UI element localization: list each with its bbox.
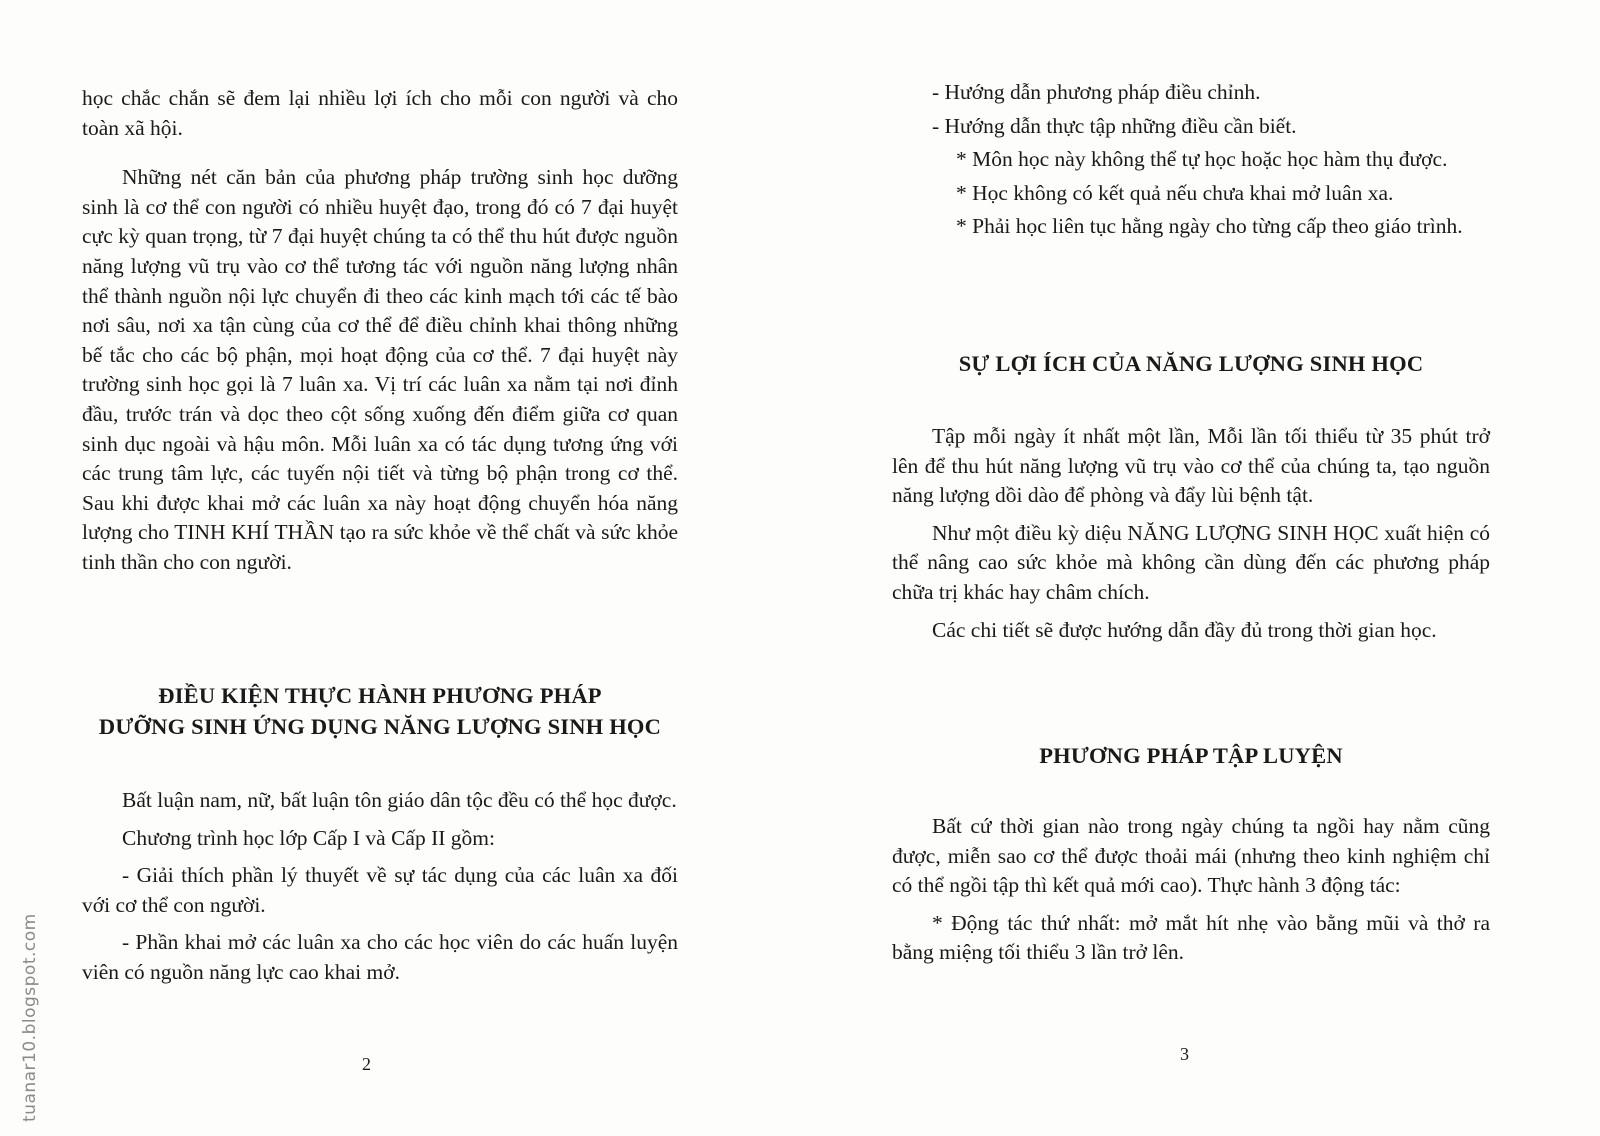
left-heading-line-2: DƯỠNG SINH ỨNG DỤNG NĂNG LƯỢNG SINH HỌC — [98, 714, 662, 739]
right-paragraph-2: Như một điều kỳ diệu NĂNG LƯỢNG SINH HỌC xuất hiện có thể nâng cao sức khỏe mà không cần dùng đến các phương pháp chữa trị khác hay châm chích. — [892, 520, 1490, 604]
left-top-block — [82, 84, 678, 578]
right-middle-block — [892, 422, 1490, 645]
left-paragraph-4: Chương trình học lớp Cấp I và Cấp II gồm: — [122, 825, 495, 850]
left-page-number: 2 — [362, 1054, 371, 1074]
right-heading-2: PHƯƠNG PHÁP TẬP LUYỆN — [1039, 743, 1343, 768]
right-note-3: * Phải học liên tục hằng ngày cho từng cấp theo giáo trình. — [956, 214, 1463, 239]
right-note-2: * Học không có kết quả nếu chưa khai mở luân xa. — [956, 180, 1394, 205]
right-top-block — [892, 78, 1490, 242]
right-paragraph-3: Các chi tiết sẽ được hướng dẫn đầy đủ trong thời gian học. — [932, 617, 1437, 642]
right-bullet-1: - Hướng dẫn phương pháp điều chỉnh. — [932, 80, 1261, 104]
right-page-number: 3 — [1180, 1044, 1189, 1064]
right-bottom-block — [892, 812, 1490, 968]
right-bullet-2: - Hướng dẫn thực tập những điều cần biết. — [932, 113, 1297, 138]
left-bottom-block — [82, 786, 678, 988]
left-paragraph-5: - Giải thích phần lý thuyết về sự tác dụng của các luân xa đối với cơ thể con người. — [82, 863, 678, 917]
left-heading-block — [82, 680, 678, 742]
left-heading-line-1: ĐIỀU KIỆN THỰC HÀNH PHƯƠNG PHÁP — [158, 683, 602, 708]
right-paragraph-4: Bất cứ thời gian nào trong ngày chúng ta ngồi hay nằm cũng được, miễn sao cơ thể được thoải mái (nhưng theo kinh nghiệm chỉ có thể ngồi tập thì kết quả mới cao). Thực hành 3 động tác: — [892, 814, 1490, 898]
right-heading-1-block — [892, 348, 1490, 379]
right-paragraph-5: * Động tác thứ nhất: mở mắt hít nhẹ vào bằng mũi và thở ra bằng miệng tối thiểu 3 lần trở lên. — [892, 910, 1490, 965]
right-note-1: * Môn học này không thể tự học hoặc học hàm thụ được. — [956, 147, 1448, 172]
right-page — [892, 0, 1490, 1136]
right-heading-1: SỰ LỢI ÍCH CỦA NĂNG LƯỢNG SINH HỌC — [958, 351, 1424, 376]
right-paragraph-1: Tập mỗi ngày ít nhất một lần, Mỗi lần tối thiểu từ 35 phút trở lên để thu hút năng lượng vũ trụ vào cơ thể của chúng ta, tạo nguồn năng lượng dồi dào để phòng và đẩy lùi bệnh tật. — [892, 424, 1490, 508]
left-paragraph-6: - Phần khai mở các luân xa cho các học viên do các huấn luyện viên có nguồn năng lực cao khai mở. — [82, 930, 678, 984]
left-paragraph-3: Bất luận nam, nữ, bất luận tôn giáo dân tộc đều có thể học được. — [122, 788, 677, 812]
right-heading-2-block — [892, 740, 1490, 771]
watermark-text: tuanar10.blogspot.com — [20, 913, 40, 1122]
left-page — [82, 0, 678, 1136]
left-paragraph-2: Những nét căn bản của phương pháp trường sinh học dưỡng sinh là cơ thể con người có nhiều huyệt đạo, trong đó có 7 đại huyệt cực kỳ quan trọng, từ 7 đại huyệt chúng ta có thể thu hút được nguồn năng lượng vũ trụ vào cơ thể tương tác với nguồn năng lượng nhân thể thành nguồn nội lực chuyển đi theo các kinh mạch tới các tế bào nơi sâu, nơi xa tận cùng của cơ thể để điều chỉnh khai thông những bế tắc cho các bộ phận, mọi hoạt động của cơ thể. 7 đại huyệt này trường sinh học gọi là 7 luân xa. Vị trí các luân xa nằm tại nơi đỉnh đầu, trước trán và dọc theo cột sống xuống đến điểm giữa cơ quan sinh dục ngoài và hậu môn. Mỗi luân xa có tác dụng tương ứng với các trung tâm lực, các tuyến nội tiết và từng bộ phận trong cơ thể. Sau khi được khai mở các luân xa này hoạt động chuyển hóa năng lượng cho TINH KHÍ THẦN tạo ra sức khỏe về thể chất và sức khỏe tinh thần cho con người. — [82, 165, 678, 574]
left-paragraph-1: học chắc chắn sẽ đem lại nhiều lợi ích cho mỗi con người và cho toàn xã hội. — [82, 86, 678, 140]
